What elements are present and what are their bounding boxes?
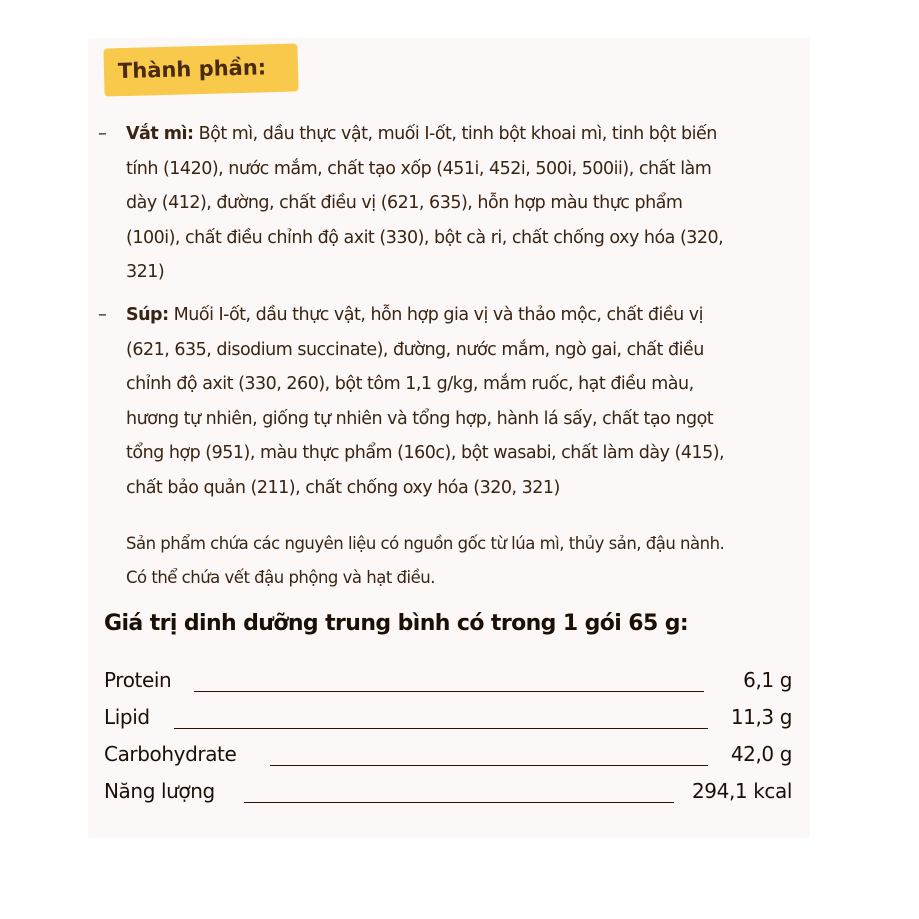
nutrition-label: Năng lượng (104, 779, 215, 803)
nutrition-value: 294,1 kcal (691, 779, 792, 803)
soup-line-6: chất bảo quản (211), chất chống oxy hóa (320, 321) (126, 477, 560, 498)
noodle-line-4: (100i), chất điều chỉnh độ axit (330), bột cà ri, chất chống oxy hóa (320, (126, 227, 724, 248)
noodle-line-3: dày (412), đường, chất điều vị (621, 635), hỗn hợp màu thực phẩm (126, 193, 683, 213)
allergen-line-2: Có thể chứa vết đậu phộng và hạt điều. (126, 568, 435, 587)
soup-text: Muối I-ốt, dầu thực vật, hỗn hợp gia vị và thảo mộc, chất điều vị (173, 305, 703, 325)
leader-line (270, 765, 708, 766)
soup-line-3: chỉnh độ axit (330, 260), bột tôm 1,1 g/kg, mắm ruốc, hạt điều màu, (126, 374, 694, 394)
nutrition-label: Carbohydrate (104, 742, 237, 766)
soup-line-5: tổng hợp (951), màu thực phẩm (160c), bột wasabi, chất làm dày (415), (126, 443, 725, 463)
nutrition-title: Giá trị dinh dưỡng trung bình có trong 1 gói 65 g: (104, 611, 689, 636)
nutrition-row-protein (104, 668, 792, 700)
noodle-line-1 (98, 117, 816, 152)
nutrition-label: Protein (104, 668, 172, 692)
noodle-line-2: tính (1420), nước mắm, chất tạo xốp (451i, 452i, 500i, 500ii), chất làm (126, 158, 712, 179)
nutrition-row-carbohydrate (104, 742, 792, 774)
nutrition-label: Lipid (104, 705, 150, 729)
nutrition-row-lipid (104, 705, 792, 737)
leader-line (244, 802, 674, 803)
nutrition-value: 6,1 g (743, 668, 792, 692)
soup-line-2: (621, 635, disodium succinate), đường, nước mắm, ngò gai, chất điều (126, 339, 704, 360)
noodle-line-5: 321) (126, 262, 165, 282)
dash-marker: – (98, 124, 107, 144)
soup-lead: Súp: (126, 305, 169, 325)
nutrition-row-energy (104, 779, 792, 811)
soup-line-4: hương tự nhiên, giống tự nhiên và tổng hợp, hành lá sấy, chất tạo ngọt (126, 408, 714, 429)
allergen-note (126, 527, 816, 595)
nutrition-value: 11,3 g (730, 705, 792, 729)
allergen-line-1: Sản phẩm chứa các nguyên liệu có nguồn gốc từ lúa mì, thủy sản, đậu nành. (126, 534, 725, 553)
soup-ingredients-block (98, 298, 816, 505)
soup-line-1 (98, 298, 816, 333)
noodle-lead: Vắt mì: (126, 124, 194, 144)
nutrition-value: 42,0 g (730, 742, 792, 766)
noodle-ingredients-block (98, 117, 816, 290)
ingredients-heading: Thành phần: (103, 43, 298, 96)
leader-line (194, 691, 704, 692)
noodle-text: Bột mì, dầu thực vật, muối I-ốt, tinh bột khoai mì, tinh bột biến (198, 124, 717, 144)
leader-line (174, 728, 708, 729)
dash-marker: – (98, 305, 107, 325)
